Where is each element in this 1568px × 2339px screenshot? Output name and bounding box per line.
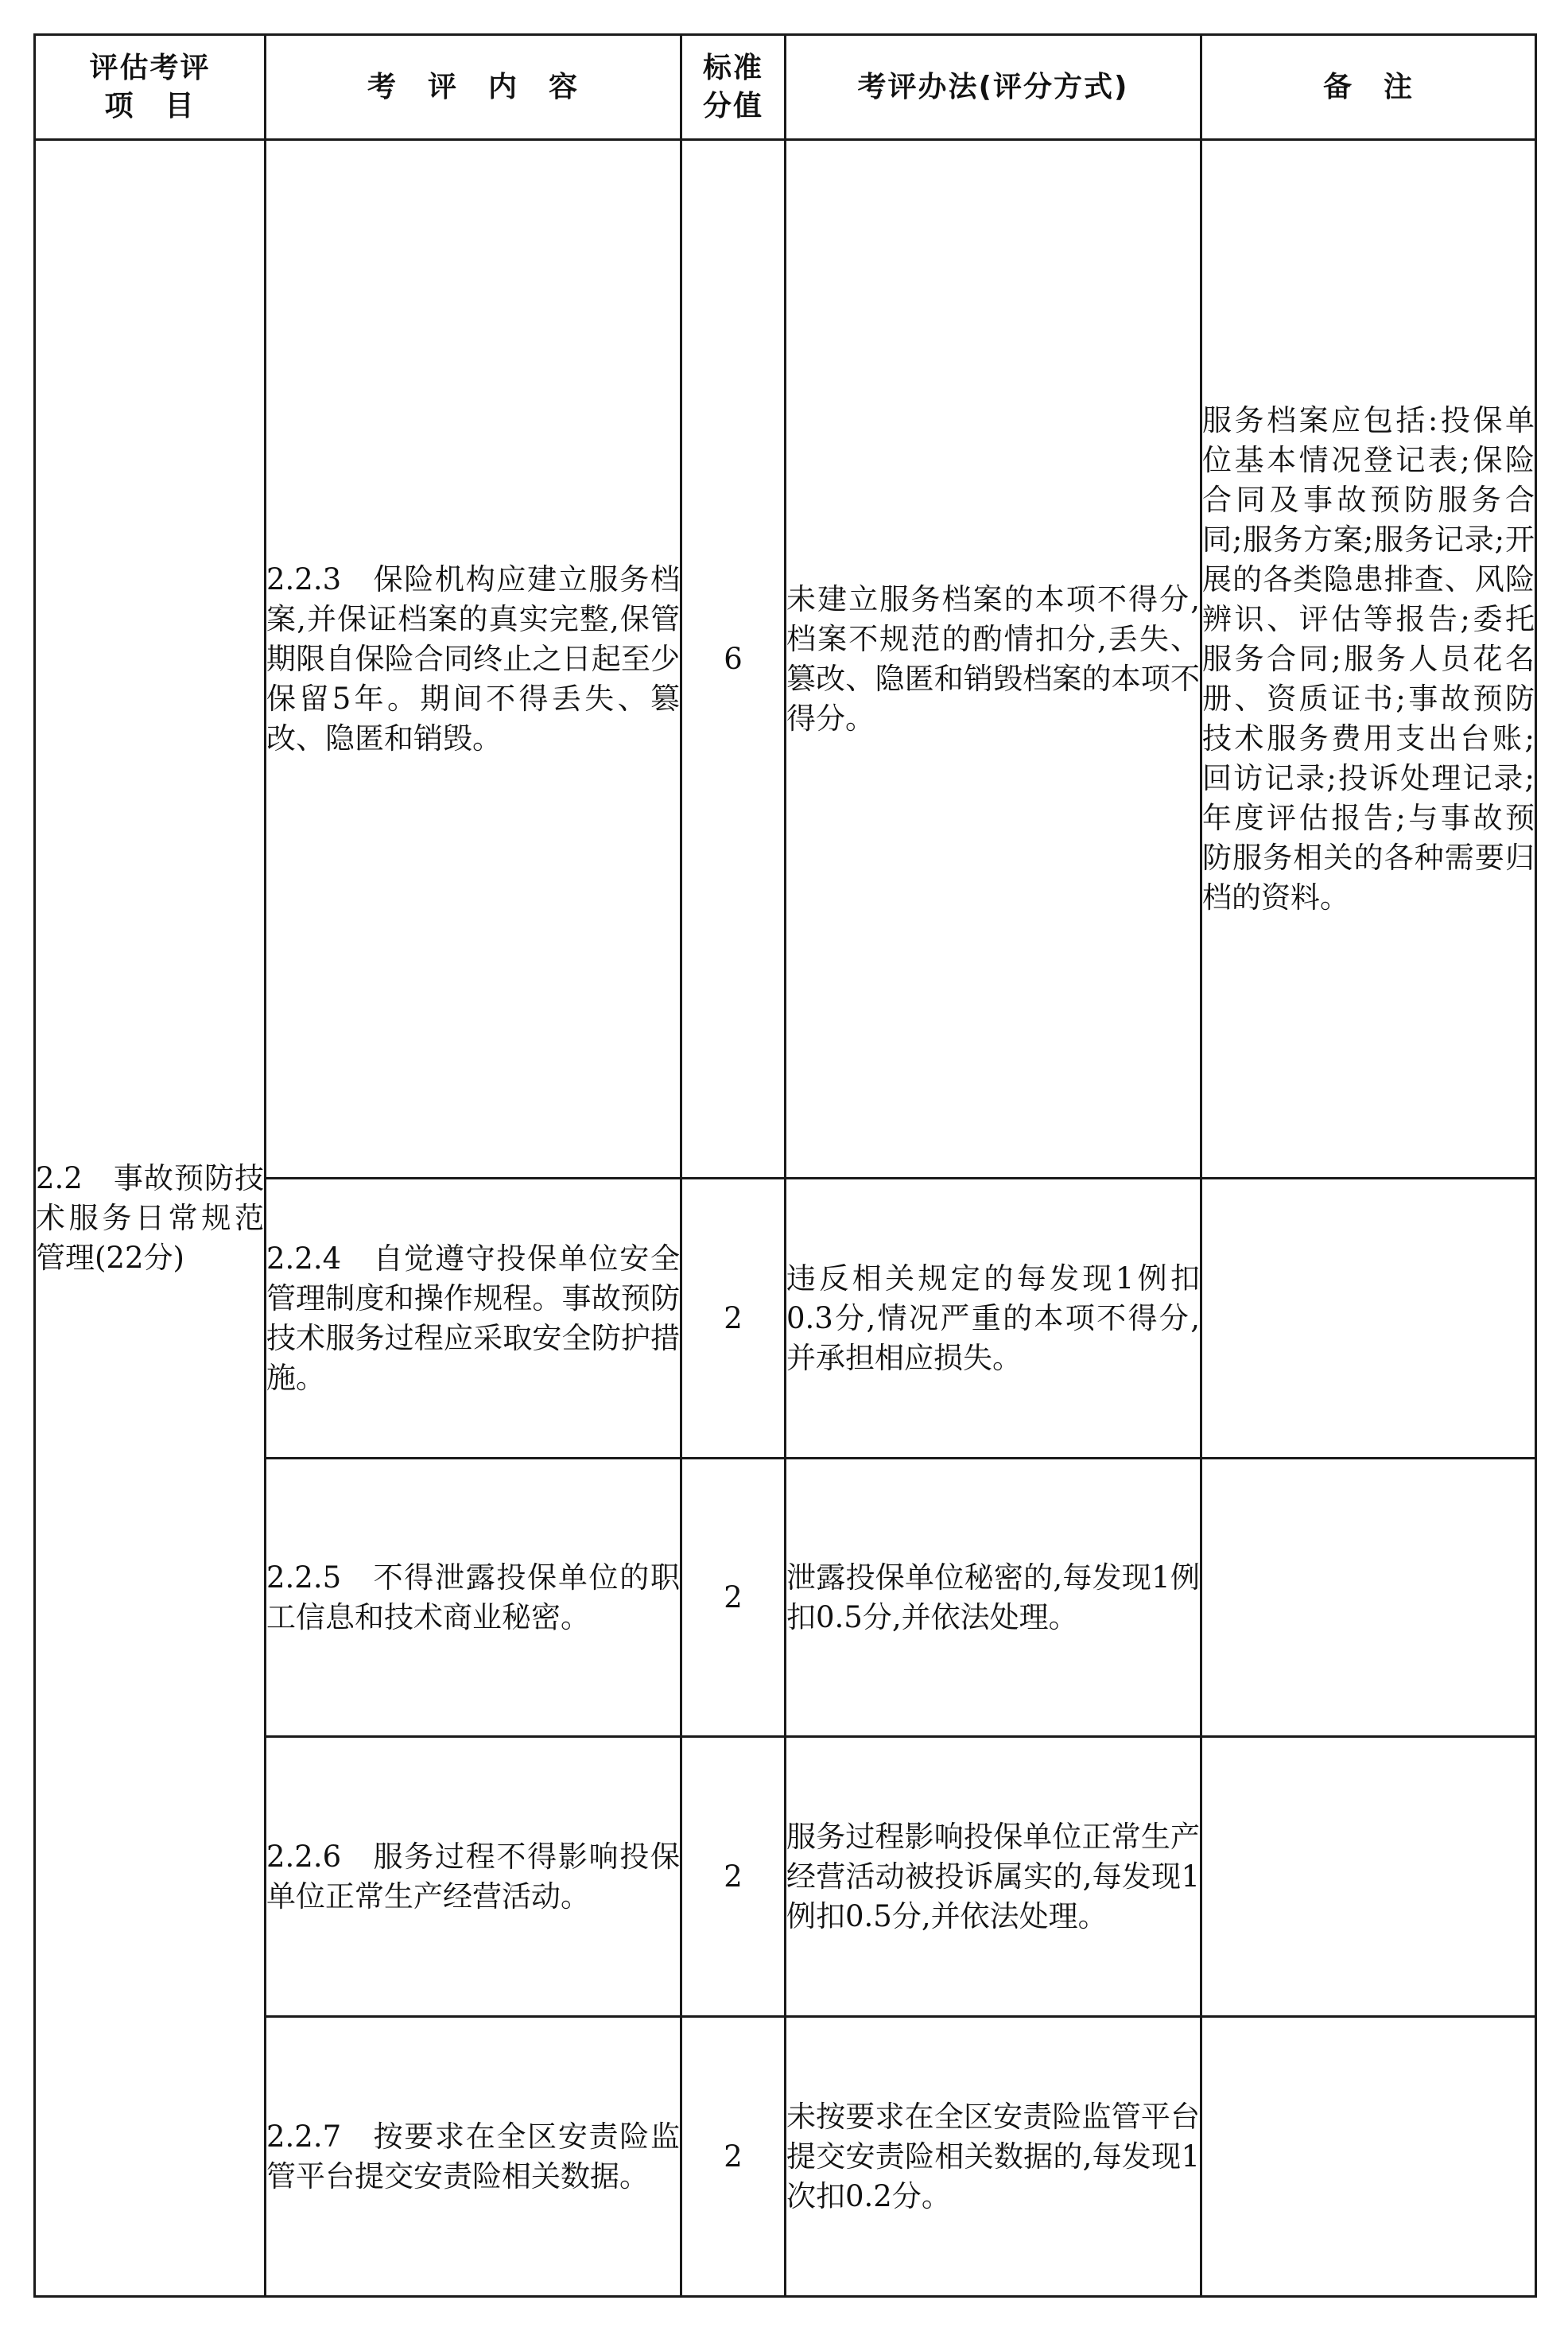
remark-cell [1201, 1459, 1536, 1737]
method-cell: 泄露投保单位秘密的,每发现1例扣0.5分,并依法处理。 [786, 1459, 1201, 1737]
header-item-line2: 项 目 [104, 89, 196, 122]
score-cell: 6 [681, 140, 786, 1179]
header-content: 考 评 内 容 [266, 35, 681, 140]
header-method: 考评办法(评分方式) [786, 35, 1201, 140]
remark-cell [1201, 1179, 1536, 1459]
evaluation-table [33, 33, 1537, 2298]
remark-cell [1201, 1737, 1536, 2017]
header-standard-score [681, 35, 786, 140]
header-score-line2: 分值 [702, 89, 763, 122]
content-cell: 2.2.7 按要求在全区安责险监管平台提交安责险相关数据。 [266, 2017, 681, 2297]
score-cell: 2 [681, 1737, 786, 2017]
header-row [35, 35, 1536, 140]
header-score-line1: 标准 [702, 51, 763, 84]
table-row [35, 140, 1536, 1179]
content-cell: 2.2.5 不得泄露投保单位的职工信息和技术商业秘密。 [266, 1459, 681, 1737]
header-item-line1: 评估考评 [89, 51, 211, 84]
header-remark: 备 注 [1201, 35, 1536, 140]
method-cell: 违反相关规定的每发现1例扣0.3分,情况严重的本项不得分,并承担相应损失。 [786, 1179, 1201, 1459]
method-cell: 未按要求在全区安责险监管平台提交安责险相关数据的,每发现1次扣0.2分。 [786, 2017, 1201, 2297]
score-cell: 2 [681, 1459, 786, 1737]
content-cell: 2.2.6 服务过程不得影响投保单位正常生产经营活动。 [266, 1737, 681, 2017]
score-cell: 2 [681, 2017, 786, 2297]
remark-cell [1201, 2017, 1536, 2297]
score-cell: 2 [681, 1179, 786, 1459]
content-cell: 2.2.4 自觉遵守投保单位安全管理制度和操作规程。事故预防技术服务过程应采取安全防护措施。 [266, 1179, 681, 1459]
method-cell: 服务过程影响投保单位正常生产经营活动被投诉属实的,每发现1例扣0.5分,并依法处理。 [786, 1737, 1201, 2017]
category-cell: 2.2 事故预防技术服务日常规范管理(22分) [35, 140, 266, 2297]
header-evaluation-item [35, 35, 266, 140]
remark-cell: 服务档案应包括:投保单位基本情况登记表;保险合同及事故预防服务合同;服务方案;服务记录;开展的各类隐患排查、风险辨识、评估等报告;委托服务合同;服务人员花名册、资质证书;事故预防技术服务费用支出台账;回访记录;投诉处理记录;年度评估报告;与事故预防服务相关的各种需要归档的资料。 [1201, 140, 1536, 1179]
method-cell: 未建立服务档案的本项不得分,档案不规范的酌情扣分,丢失、篡改、隐匿和销毁档案的本项不得分。 [786, 140, 1201, 1179]
content-cell: 2.2.3 保险机构应建立服务档案,并保证档案的真实完整,保管期限自保险合同终止之日起至少保留5年。期间不得丢失、篡改、隐匿和销毁。 [266, 140, 681, 1179]
